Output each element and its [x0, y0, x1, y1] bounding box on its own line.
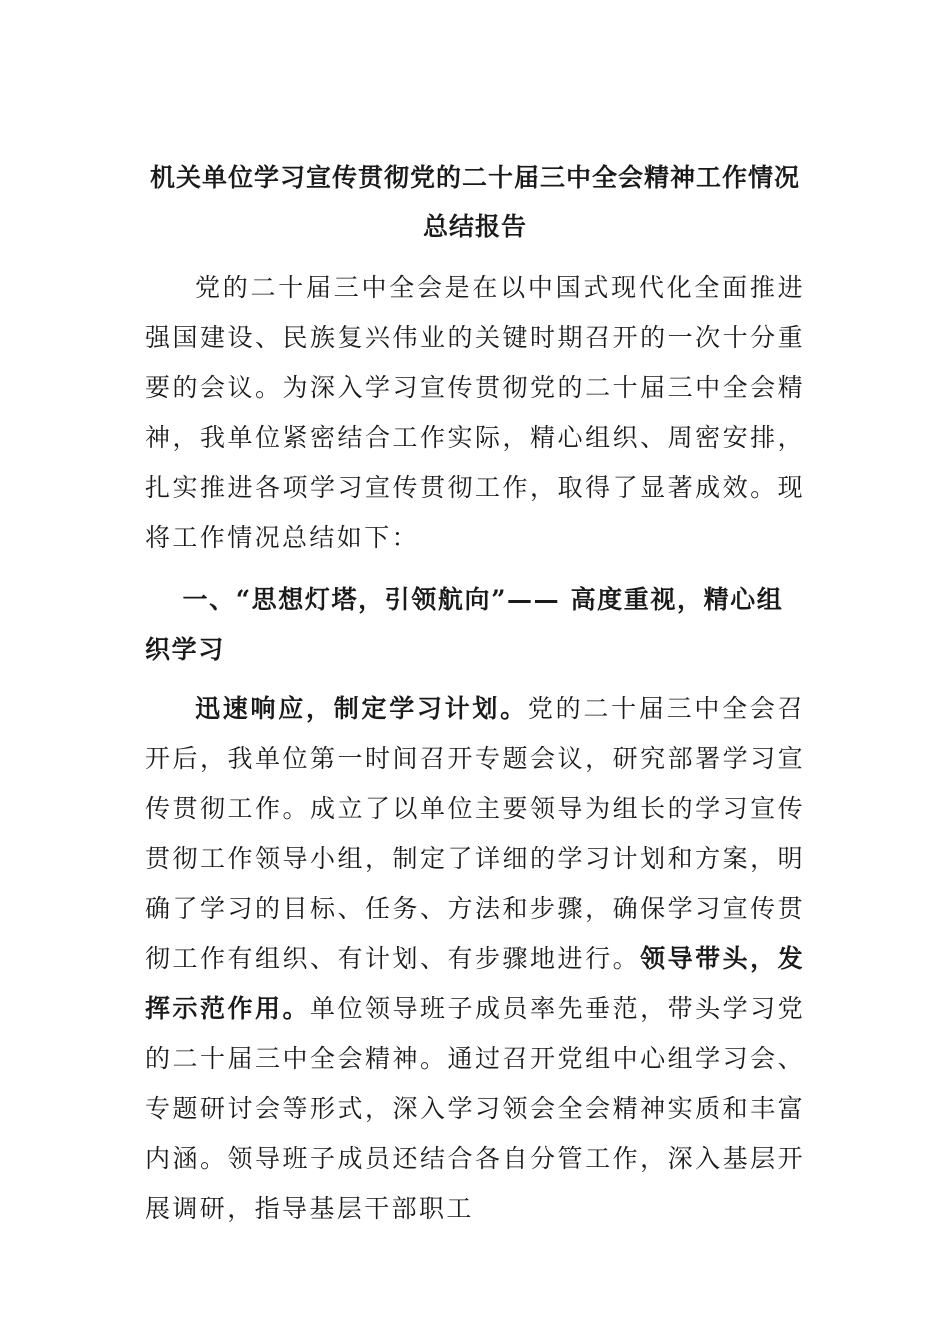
- lead-phrase-leadership: 领导带头，发挥示范作用。: [145, 944, 805, 1023]
- document-title-line-2: 总结报告: [422, 212, 527, 241]
- section-1-paragraph: [145, 684, 805, 1234]
- paragraph-text-plan: 党的二十届三中全会召开后，我单位第一时间召开专题会议，研究部署学习宣传贯彻工作。成立了以单位主要领导为组长的学习宣传贯彻工作领导小组，制定了详细的学习计划和方案，明确了学习的目标、任务、方法和步骤，确保学习宣传贯彻工作有组织、有计划、有步骤地进行。: [145, 694, 805, 973]
- lead-phrase-respond: 迅速响应，制定学习计划。: [195, 694, 528, 723]
- paragraph-text-leadership: 单位领导班子成员率先垂范，带头学习党的二十届三中全会精神。通过召开党组中心组学习会、专题研讨会等形式，深入学习领会全会精神实质和丰富内涵。领导班子成员还结合各自分管工作，深入基层开展调研，指导基层干部职工: [145, 994, 805, 1223]
- intro-paragraph: 党的二十届三中全会是在以中国式现代化全面推进强国建设、民族复兴伟业的关键时期召开的一次十分重要的会议。为深入学习宣传贯彻党的二十届三中全会精神，我单位紧密结合工作实际，精心组织、周密安排，扎实推进各项学习宣传贯彻工作，取得了显著成效。现将工作情况总结如下：: [145, 273, 805, 552]
- document-title-line-1: 机关单位学习宣传贯彻党的二十届三中全会精神工作情况: [149, 163, 800, 192]
- section-1-heading: 一、“思想灯塔，引领航向”—— 高度重视，精心组织学习: [145, 585, 784, 664]
